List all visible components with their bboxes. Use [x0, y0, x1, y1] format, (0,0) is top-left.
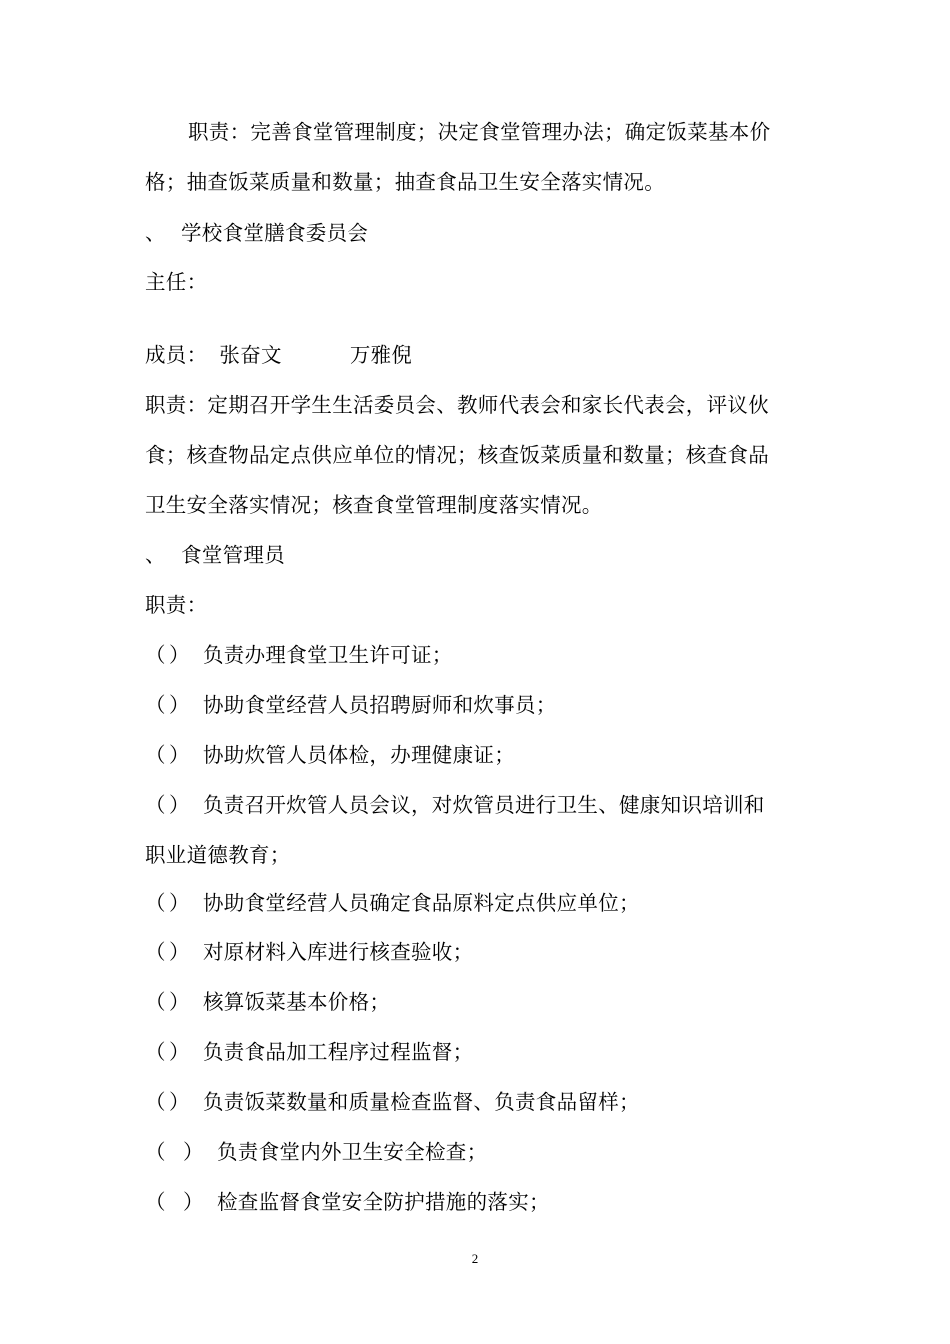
- list-item-text: 对原材料入库进行核查验收；: [203, 940, 474, 964]
- section-heading-manager: [145, 540, 285, 570]
- member-name: 张奋文: [219, 343, 282, 367]
- list-item-text: 协助食堂经营人员确定食品原料定点供应单位；: [203, 891, 640, 915]
- list-item: [145, 740, 515, 770]
- list-item-continuation: 职业道德教育；: [145, 843, 291, 867]
- paren-right: ）: [183, 1140, 204, 1164]
- paragraph-line: 格；抽查饭菜质量和数量；抽查食品卫生安全落实情况。: [145, 170, 665, 194]
- list-item-text: 负责食堂内外卫生安全检查；: [217, 1140, 488, 1164]
- paren-right: ）: [169, 743, 190, 767]
- paragraph-line: 卫生安全落实情况；核查食堂管理制度落实情况。: [145, 493, 603, 517]
- list-item: [145, 987, 390, 1017]
- paren-left: （: [145, 940, 166, 964]
- list-item: [145, 1137, 487, 1167]
- section-prefix: 、: [145, 221, 166, 245]
- list-item-text: 负责食品加工程序过程监督；: [203, 1040, 474, 1064]
- paragraph-line: 食；核查物品定点供应单位的情况；核查饭菜质量和数量；核查食品: [145, 443, 769, 467]
- list-item-text: 负责饭菜数量和质量检查监督、负责食品留样；: [203, 1090, 640, 1114]
- list-item-text: 负责召开炊管人员会议，对炊管员进行卫生、健康知识培训和: [203, 793, 765, 817]
- paren-right: ）: [169, 1040, 190, 1064]
- list-item: [145, 690, 557, 720]
- paragraph-line: 职责：定期召开学生生活委员会、教师代表会和家长代表会，评议伙: [145, 393, 769, 417]
- section-heading-committee: [145, 218, 368, 248]
- list-item: [145, 888, 640, 918]
- paren-left: （: [145, 793, 166, 817]
- paren-left: （: [145, 990, 166, 1014]
- list-item: [145, 640, 453, 670]
- paren-left: （: [145, 743, 166, 767]
- list-item-text: 负责办理食堂卫生许可证；: [203, 643, 453, 667]
- section-prefix: 、: [145, 543, 166, 567]
- paren-right: ）: [169, 940, 190, 964]
- paren-right: ）: [169, 643, 190, 667]
- paren-left: （: [145, 1040, 166, 1064]
- list-item-text: 检查监督食堂安全防护措施的落实；: [217, 1190, 550, 1214]
- list-item: [145, 937, 473, 967]
- duty-label: 职责：: [145, 593, 208, 617]
- list-item: [145, 1187, 550, 1217]
- section-heading-text: 学校食堂膳食委员会: [181, 221, 369, 245]
- members-label: 成员：: [145, 343, 208, 367]
- paren-left: （: [145, 693, 166, 717]
- members-line: [145, 340, 412, 370]
- paren-right: ）: [169, 1090, 190, 1114]
- section-heading-text: 食堂管理员: [181, 543, 285, 567]
- paren-left: （: [145, 1140, 166, 1164]
- paren-right: ）: [169, 891, 190, 915]
- list-item-text: 协助食堂经营人员招聘厨师和炊事员；: [203, 693, 557, 717]
- paren-left: （: [145, 1190, 166, 1214]
- list-item-text: 协助炊管人员体检，办理健康证；: [203, 743, 515, 767]
- paren-right: ）: [169, 793, 190, 817]
- list-item: [145, 1087, 640, 1117]
- paren-right: ）: [183, 1190, 204, 1214]
- list-item: [145, 790, 765, 820]
- paren-right: ）: [169, 990, 190, 1014]
- paren-left: （: [145, 643, 166, 667]
- paragraph-line: 职责：完善食堂管理制度；决定食堂管理办法；确定饭菜基本价: [188, 120, 771, 144]
- paren-right: ）: [169, 693, 190, 717]
- paren-left: （: [145, 1090, 166, 1114]
- list-item-text: 核算饭菜基本价格；: [203, 990, 391, 1014]
- director-label: 主任：: [145, 270, 208, 294]
- list-item: [145, 1037, 473, 1067]
- page-number: 2: [471, 1251, 479, 1266]
- paren-left: （: [145, 891, 166, 915]
- member-name: 万雅倪: [349, 343, 413, 367]
